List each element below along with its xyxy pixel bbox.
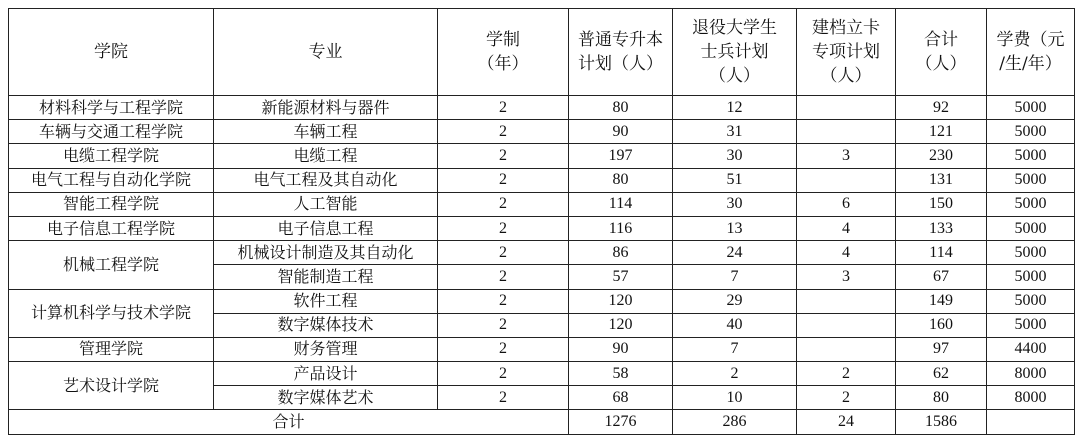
major-cell: 电缆工程 <box>214 144 438 168</box>
poverty-cell: 3 <box>797 144 896 168</box>
header-total-line1: 合计 <box>924 30 958 50</box>
summary-total: 1586 <box>896 410 987 434</box>
header-years-line2: （年） <box>477 54 529 74</box>
total-cell: 230 <box>896 144 987 168</box>
poverty-cell: 4 <box>797 216 896 240</box>
regular-cell: 86 <box>569 241 673 265</box>
table-row <box>9 120 1075 144</box>
table-row <box>9 337 1075 361</box>
veteran-cell: 7 <box>673 337 797 361</box>
major-cell: 机械设计制造及其自动化 <box>214 241 438 265</box>
years-cell: 2 <box>438 96 569 120</box>
years-cell: 2 <box>438 289 569 313</box>
major-cell: 数字媒体技术 <box>214 313 438 337</box>
summary-veteran: 286 <box>673 410 797 434</box>
table-header <box>9 9 1075 96</box>
table-row <box>9 96 1075 120</box>
poverty-cell: 4 <box>797 241 896 265</box>
years-cell: 2 <box>438 313 569 337</box>
regular-cell: 58 <box>569 362 673 386</box>
table-body <box>9 96 1075 435</box>
total-cell: 150 <box>896 192 987 216</box>
total-cell: 80 <box>896 386 987 410</box>
total-cell: 121 <box>896 120 987 144</box>
veteran-cell: 29 <box>673 289 797 313</box>
fee-cell: 5000 <box>987 289 1075 313</box>
regular-cell: 116 <box>569 216 673 240</box>
years-cell: 2 <box>438 265 569 289</box>
poverty-cell <box>797 337 896 361</box>
fee-cell: 5000 <box>987 96 1075 120</box>
major-cell: 新能源材料与器件 <box>214 96 438 120</box>
table-row <box>9 168 1075 192</box>
summary-label: 合计 <box>9 410 569 434</box>
college-cell: 材料科学与工程学院 <box>9 96 214 120</box>
total-cell: 131 <box>896 168 987 192</box>
major-cell: 软件工程 <box>214 289 438 313</box>
fee-cell: 8000 <box>987 362 1075 386</box>
college-cell: 艺术设计学院 <box>9 362 214 410</box>
table-row <box>9 289 1075 313</box>
veteran-cell: 13 <box>673 216 797 240</box>
fee-cell: 5000 <box>987 313 1075 337</box>
years-cell: 2 <box>438 241 569 265</box>
header-college-text: 学院 <box>94 42 128 62</box>
table-row <box>9 216 1075 240</box>
years-cell: 2 <box>438 337 569 361</box>
major-cell: 电子信息工程 <box>214 216 438 240</box>
major-cell: 财务管理 <box>214 337 438 361</box>
years-cell: 2 <box>438 216 569 240</box>
summary-fee <box>987 410 1075 434</box>
years-cell: 2 <box>438 386 569 410</box>
poverty-cell <box>797 96 896 120</box>
college-cell: 车辆与交通工程学院 <box>9 120 214 144</box>
regular-cell: 120 <box>569 289 673 313</box>
major-cell: 电气工程及其自动化 <box>214 168 438 192</box>
veteran-cell: 51 <box>673 168 797 192</box>
poverty-cell <box>797 289 896 313</box>
poverty-cell: 2 <box>797 386 896 410</box>
college-cell: 电子信息工程学院 <box>9 216 214 240</box>
enrollment-plan-table <box>8 8 1075 435</box>
header-total-line2: （人） <box>915 54 967 74</box>
header-poverty-line3: （人） <box>820 66 872 86</box>
header-fee-line2: /生/年） <box>999 54 1062 74</box>
years-cell: 2 <box>438 362 569 386</box>
years-cell: 2 <box>438 168 569 192</box>
regular-cell: 197 <box>569 144 673 168</box>
header-years <box>438 9 569 96</box>
header-fee-line1: 学费（元 <box>996 30 1065 50</box>
college-cell: 机械工程学院 <box>9 241 214 289</box>
major-cell: 数字媒体艺术 <box>214 386 438 410</box>
regular-cell: 90 <box>569 120 673 144</box>
total-cell: 160 <box>896 313 987 337</box>
poverty-cell: 3 <box>797 265 896 289</box>
veteran-cell: 10 <box>673 386 797 410</box>
header-veteran-line2: 士兵计划 <box>700 42 769 62</box>
total-cell: 133 <box>896 216 987 240</box>
regular-cell: 57 <box>569 265 673 289</box>
fee-cell: 5000 <box>987 120 1075 144</box>
poverty-cell <box>797 168 896 192</box>
header-major <box>214 9 438 96</box>
header-veteran-line1: 退役大学生 <box>692 18 777 38</box>
regular-cell: 120 <box>569 313 673 337</box>
years-cell: 2 <box>438 120 569 144</box>
summary-row <box>9 410 1075 434</box>
fee-cell: 8000 <box>987 386 1075 410</box>
header-major-text: 专业 <box>308 42 343 62</box>
table-row <box>9 192 1075 216</box>
total-cell: 114 <box>896 241 987 265</box>
college-cell: 电气工程与自动化学院 <box>9 168 214 192</box>
college-cell: 智能工程学院 <box>9 192 214 216</box>
poverty-cell <box>797 313 896 337</box>
major-cell: 智能制造工程 <box>214 265 438 289</box>
regular-cell: 80 <box>569 168 673 192</box>
fee-cell: 5000 <box>987 168 1075 192</box>
fee-cell: 5000 <box>987 144 1075 168</box>
total-cell: 92 <box>896 96 987 120</box>
total-cell: 149 <box>896 289 987 313</box>
header-college <box>9 9 214 96</box>
regular-cell: 68 <box>569 386 673 410</box>
header-veteran-line3: （人） <box>709 66 760 86</box>
poverty-cell <box>797 120 896 144</box>
total-cell: 97 <box>896 337 987 361</box>
major-cell: 产品设计 <box>214 362 438 386</box>
years-cell: 2 <box>438 144 569 168</box>
header-poverty-line2: 专项计划 <box>812 42 880 62</box>
header-regular-plan <box>569 9 673 96</box>
veteran-cell: 24 <box>673 241 797 265</box>
regular-cell: 114 <box>569 192 673 216</box>
fee-cell: 5000 <box>987 241 1075 265</box>
veteran-cell: 7 <box>673 265 797 289</box>
fee-cell: 5000 <box>987 265 1075 289</box>
veteran-cell: 30 <box>673 192 797 216</box>
header-poverty-plan <box>797 9 896 96</box>
college-cell: 管理学院 <box>9 337 214 361</box>
total-cell: 62 <box>896 362 987 386</box>
total-cell: 67 <box>896 265 987 289</box>
veteran-cell: 2 <box>673 362 797 386</box>
veteran-cell: 12 <box>673 96 797 120</box>
poverty-cell: 2 <box>797 362 896 386</box>
header-tuition <box>987 9 1075 96</box>
poverty-cell: 6 <box>797 192 896 216</box>
table-row <box>9 241 1075 265</box>
table-row <box>9 144 1075 168</box>
header-total <box>896 9 987 96</box>
veteran-cell: 31 <box>673 120 797 144</box>
summary-poverty: 24 <box>797 410 896 434</box>
years-cell: 2 <box>438 192 569 216</box>
header-poverty-line1: 建档立卡 <box>812 18 880 38</box>
header-regular-line2: 计划（人） <box>578 54 663 74</box>
veteran-cell: 40 <box>673 313 797 337</box>
college-cell: 电缆工程学院 <box>9 144 214 168</box>
header-row <box>9 9 1075 96</box>
header-veteran-plan <box>673 9 797 96</box>
major-cell: 人工智能 <box>214 192 438 216</box>
regular-cell: 80 <box>569 96 673 120</box>
fee-cell: 5000 <box>987 216 1075 240</box>
summary-regular: 1276 <box>569 410 673 434</box>
college-cell: 计算机科学与技术学院 <box>9 289 214 337</box>
fee-cell: 5000 <box>987 192 1075 216</box>
major-cell: 车辆工程 <box>214 120 438 144</box>
header-regular-line1: 普通专升本 <box>578 30 663 50</box>
header-years-line1: 学制 <box>486 30 520 50</box>
regular-cell: 90 <box>569 337 673 361</box>
fee-cell: 4400 <box>987 337 1075 361</box>
table-row <box>9 362 1075 386</box>
veteran-cell: 30 <box>673 144 797 168</box>
